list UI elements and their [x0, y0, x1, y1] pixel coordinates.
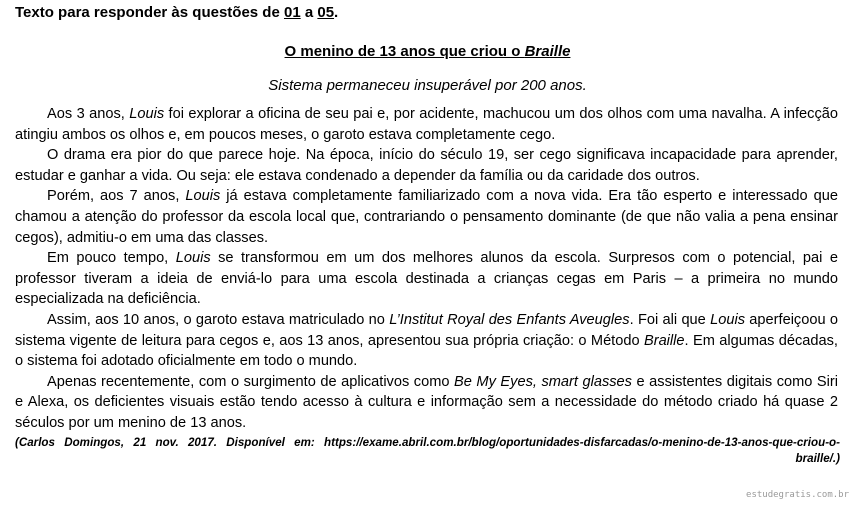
source-citation: (Carlos Domingos, 21 nov. 2017. Disponível em: https://exame.abril.com.br/blog/oportunidades-disfarcadas/o-menino-de-13-anos-que-criou-o-braille/.)	[15, 436, 840, 465]
paragraph-4: Em pouco tempo, Louis se transformou em um dos melhores alunos da escola. Surpresos com o potencial, pai e professor tiveram a ideia de enviá-lo para uma escola destinada a crianças cegas em Paris – a primeira no mundo especializada na deficiência.	[15, 250, 839, 308]
questions-heading	[15, 3, 338, 23]
question-end-number: 05	[317, 4, 335, 21]
paragraph-6: Apenas recentemente, com o surgimento de aplicativos como Be My Eyes, smart glasses e assistentes digitais como Siri e Alexa, os deficientes visuais estão tendo acesso à cultura e informação sem a necessidade do método criado há quase 2 séculos por um menino de 13 anos.	[15, 373, 838, 431]
question-start-number: 01	[283, 4, 301, 21]
article-title	[0, 42, 855, 62]
heading-connector: a	[300, 4, 318, 21]
heading-period: .	[334, 4, 339, 21]
paragraph-5: Assim, aos 10 anos, o garoto estava matriculado no L’Institut Royal des Enfants Aveugles. Foi ali que Louis aperfeiçoou o sistema vigente de leitura para cegos e, aos 13 anos, apresentou sua própria criação: o Método Braille. Em algumas décadas, o sistema foi adotado oficialmente em todo o mundo.	[15, 311, 839, 370]
paragraph-2: O drama era pior do que parece hoje. Na época, início do século 19, ser cego significava incapacidade para aprender, estudar e ganhar a vida. Ou seja: ele estava condenado a depender da família ou da caridade dos outros.	[15, 147, 838, 184]
heading-text: Texto para responder às questões de	[15, 4, 284, 21]
article-title-braille: Braille	[524, 43, 571, 60]
article-subtitle: Sistema permaneceu insuperável por 200 anos.	[268, 77, 587, 94]
paragraph-1: Aos 3 anos, Louis foi explorar a oficina de seu pai e, por acidente, machucou um dos olhos com uma navalha. A infecção atingiu ambos os olhos e, em poucos meses, o garoto estava completamente cego.	[15, 106, 838, 143]
site-watermark: estudegratis.com.br	[746, 490, 849, 500]
paragraph-3: Porém, aos 7 anos, Louis já estava completamente familiarizado com a nova vida. Era tão esperto e interessado que chamou a atenção do professor da escola local que, contrariando o pensamento dominante (de que não valia a pena ensinar cegos), admitiu-o em uma das classes.	[15, 188, 839, 246]
article-body	[15, 104, 838, 434]
article-title-text: O menino de 13 anos que criou o	[284, 43, 525, 60]
